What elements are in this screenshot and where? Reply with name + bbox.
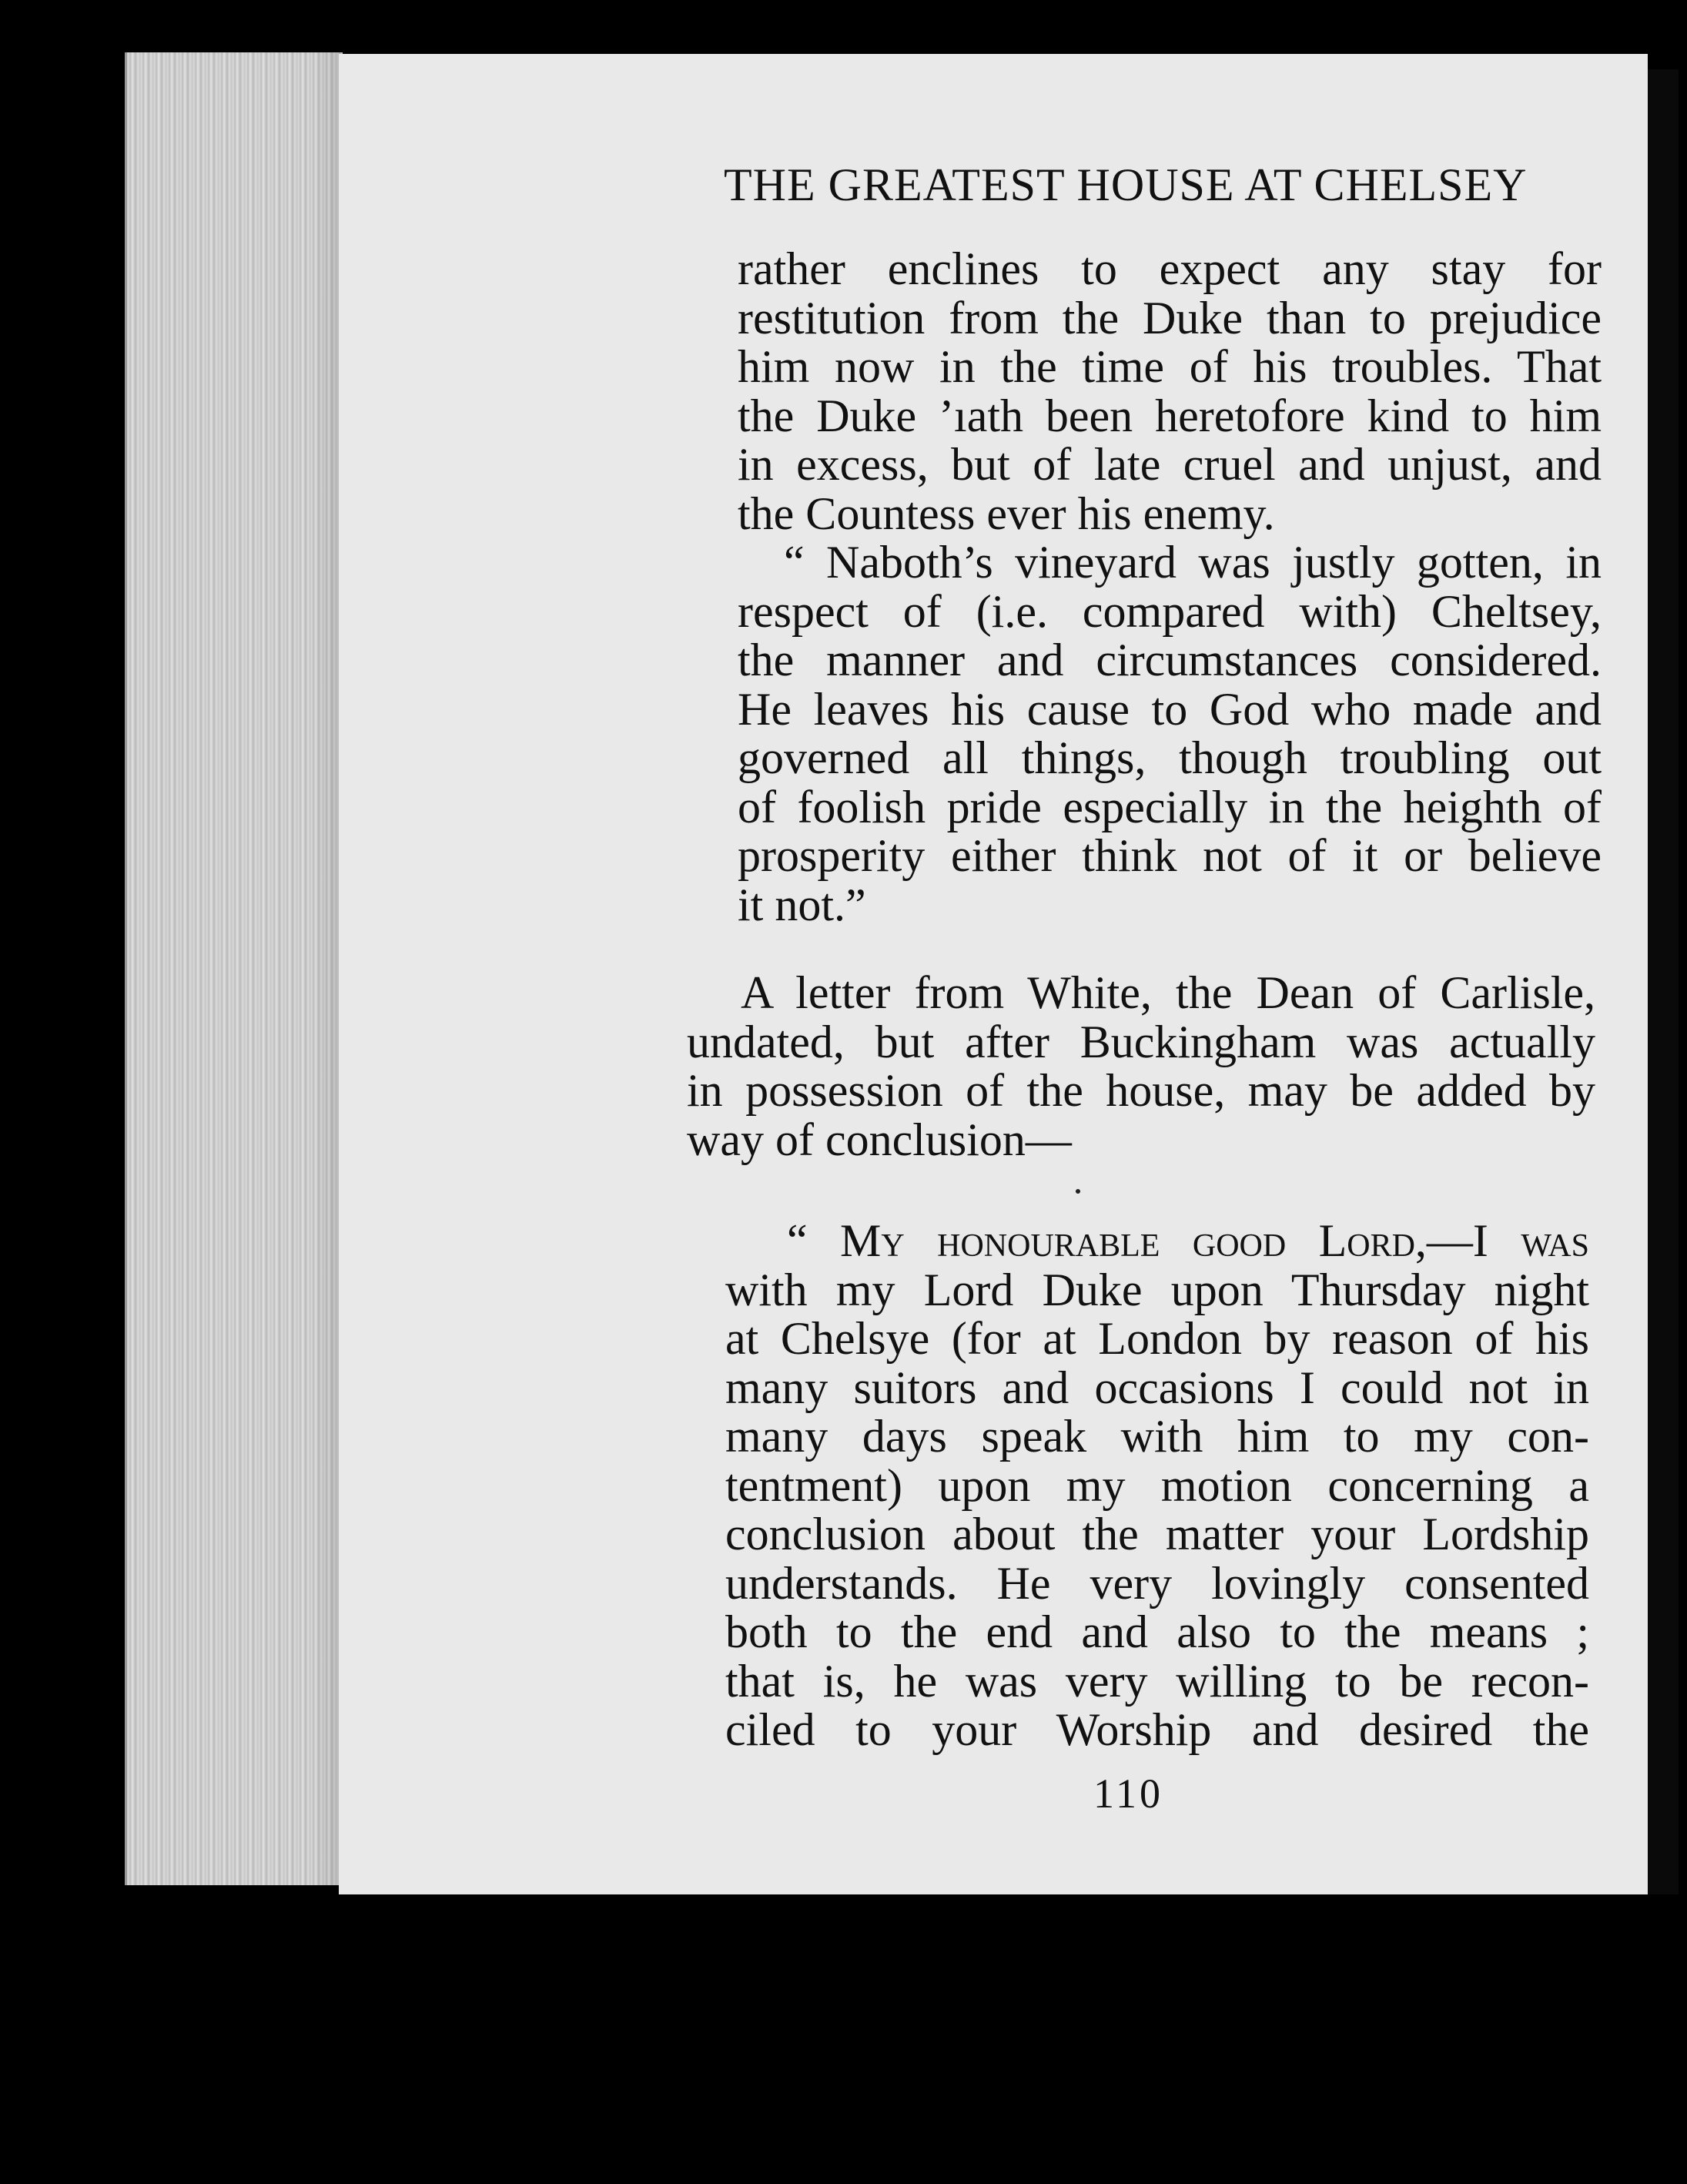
text-line: tentment) upon my motion concerning a (725, 1459, 1589, 1511)
text-line: the Countess ever his enemy. (738, 487, 1275, 539)
text-line: undated, but after Buckingham was actually (687, 1016, 1595, 1067)
paragraph-letter-text (725, 1217, 1589, 1755)
text-line: understands. He very lovingly consented (725, 1557, 1589, 1609)
text-line: respect of (i.e. compared with) Cheltsey, (738, 585, 1602, 637)
text-line: A letter from White, the Dean of Carlisle, (741, 967, 1595, 1018)
text-line: in possession of the house, may be added by (687, 1065, 1595, 1116)
text-line: the Duke ’ıath been heretofore kind to him (738, 390, 1602, 441)
text-line: in excess, but of late cruel and unjust, and (738, 439, 1602, 490)
text-line: many suitors and occasions I could not in (725, 1362, 1589, 1413)
text-line: prosperity either think not of it or believe (738, 830, 1602, 881)
text-line: rather enclines to expect any stay for (738, 243, 1602, 294)
text-line: with my Lord Duke upon Thursday night (725, 1264, 1589, 1315)
text-line: him now in the time of his troubles. That (738, 341, 1602, 392)
stray-dot (1076, 1189, 1080, 1194)
text-line: restitution from the Duke than to prejudice (738, 292, 1602, 343)
text-line: way of conclusion— (687, 1114, 1072, 1165)
page-gutter-shadow (1648, 69, 1679, 1894)
text-line: both to the end and also to the means ; (725, 1606, 1589, 1657)
text-line: He leaves his cause to God who made and (738, 683, 1602, 735)
text-line: “ My honourable good Lord,—I was (787, 1215, 1589, 1266)
text-line: that is, he was very willing to be recon- (725, 1655, 1589, 1707)
text-line: it not.” (738, 879, 866, 930)
book-page-edges (125, 52, 343, 1885)
text-line: of foolish pride especially in the heighth of (738, 781, 1602, 832)
text-line: the manner and circumstances considered. (738, 635, 1602, 685)
text-line: “ Naboth’s vineyard was justly gotten, in (784, 537, 1602, 588)
text-line: many days speak with him to my con- (725, 1411, 1589, 1462)
paragraph-quote-continuation (738, 245, 1602, 930)
text-line: governed all things, though troubling out (738, 732, 1602, 783)
text-line: at Chelsye (for at London by reason of his (725, 1313, 1589, 1364)
paragraph-dean-letter-intro (687, 969, 1595, 1164)
running-head: THE GREATEST HOUSE AT CHELSEY (724, 159, 1528, 210)
text-line: ciled to your Worship and desired the (725, 1704, 1589, 1755)
text-line: conclusion about the matter your Lordship (725, 1509, 1589, 1559)
page-number: 110 (1093, 1770, 1163, 1817)
